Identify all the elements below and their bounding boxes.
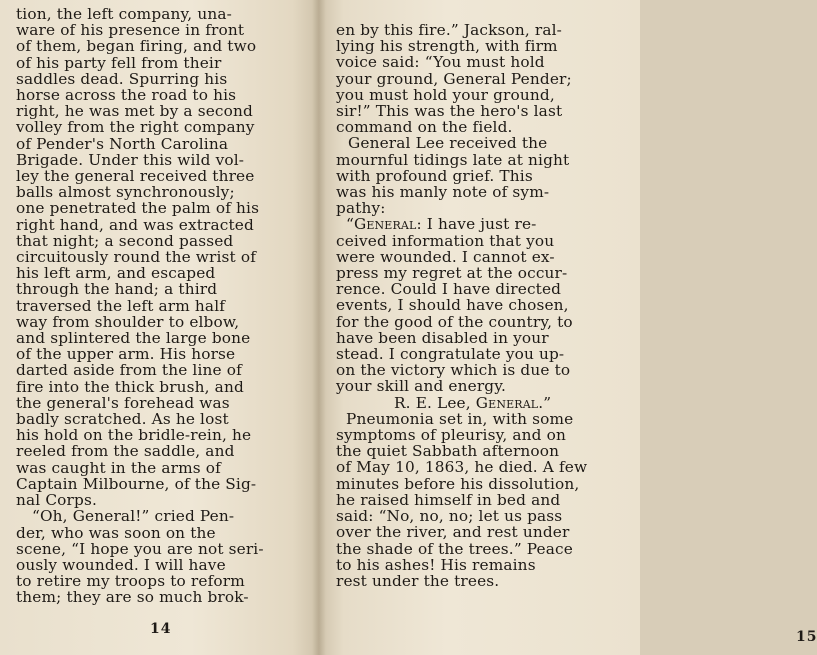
text-line: pathy: — [336, 199, 386, 218]
text-line: scene, “I hope you are not seri- — [16, 539, 264, 558]
text-line: the general's forehead was — [16, 393, 230, 412]
text-line: he raised himself in bed and — [336, 490, 561, 509]
left-page-text — [16, 6, 304, 606]
text-line: right, he was met by a second — [16, 102, 253, 121]
text-line: Brigade. Under this wild vol- — [16, 150, 245, 169]
text-line: “Oh, General!” cried Pen- — [32, 507, 235, 526]
text-line: of May 10, 1863, he died. A few — [336, 458, 588, 477]
right-page-text — [336, 22, 630, 589]
text-line: volley from the right company — [16, 118, 255, 137]
text-line: were wounded. I cannot ex- — [336, 247, 555, 266]
text-line: one penetrated the palm of his — [16, 199, 260, 218]
text-line: through the hand; a third — [16, 280, 218, 299]
text-line: your ground, General Pender; — [336, 69, 572, 88]
text-line: ously wounded. I will have — [16, 555, 226, 574]
text-line: ley the general received three — [16, 167, 255, 186]
left-page — [0, 0, 318, 655]
text-line: ceived information that you — [336, 231, 555, 250]
page-number-right: 15 — [796, 629, 817, 645]
text-line: traversed the left arm half — [16, 296, 226, 315]
text-line: with profound grief. This — [336, 166, 533, 185]
text-line: right hand, and was extracted — [16, 215, 254, 234]
text-line: saddles dead. Spurring his — [16, 69, 228, 88]
text-line: the quiet Sabbath afternoon — [336, 442, 560, 461]
text-line: tion, the left company, una- — [16, 5, 232, 23]
text-line: said: “No, no, no; let us pass — [336, 507, 563, 526]
text-line: mournful tidings late at night — [336, 150, 570, 169]
text-line: darted aside from the line of — [16, 361, 242, 380]
text-line: command on the field. — [336, 118, 513, 137]
text-line: rest under the trees. — [336, 571, 500, 590]
text-line: his left arm, and escaped — [16, 264, 216, 283]
text-line: voice said: “You must hold — [336, 53, 545, 72]
text-line: to retire my troops to reform — [16, 572, 245, 591]
right-page — [318, 0, 817, 655]
text-line: nal Corps. — [16, 491, 97, 510]
text-line: Pneumonia set in, with some — [346, 409, 574, 428]
text-line: of them, began firing, and two — [16, 37, 257, 56]
text-line: Captain Milbourne, of the Sig- — [16, 474, 257, 493]
text-line: events, I should have chosen, — [336, 296, 569, 315]
text-line: reeled from the saddle, and — [16, 442, 235, 461]
text-line: lying his strength, with firm — [336, 37, 558, 56]
text-line: fire into the thick brush, and — [16, 377, 244, 396]
text-line: sir!” This was the hero's last — [336, 102, 563, 121]
text-line: press my regret at the occur- — [336, 264, 568, 283]
text-line: you must hold your ground, — [336, 85, 555, 104]
text-line: circuitously round the wrist of — [16, 248, 257, 267]
text-line: stead. I congratulate you up- — [336, 345, 565, 364]
text-line: to his ashes! His remains — [336, 555, 536, 574]
text-line: for the good of the country, to — [336, 312, 573, 331]
text-line: General Lee received the — [348, 134, 548, 153]
text-line: that night; a second passed — [16, 231, 234, 250]
text-line: of his party fell from their — [16, 53, 222, 72]
text-line: en by this fire.” Jackson, ral- — [336, 21, 562, 39]
text-line: his hold on the bridle-rein, he — [16, 426, 252, 445]
text-line: of the upper arm. His horse — [16, 345, 236, 364]
text-line: symptoms of pleurisy, and on — [336, 426, 566, 445]
text-line: ware of his presence in front — [16, 21, 245, 40]
text-line: was his manly note of sym- — [336, 183, 550, 202]
text-line: and splintered the large bone — [16, 329, 251, 348]
text-line: way from shoulder to elbow, — [16, 312, 240, 331]
book-gutter — [312, 0, 326, 655]
text-line: balls almost synchronously; — [16, 183, 235, 202]
text-line: “General: I have just re- — [346, 215, 537, 234]
text-line: horse across the road to his — [16, 86, 237, 105]
text-line: on the victory which is due to — [336, 361, 571, 380]
text-line: of Pender's North Carolina — [16, 134, 229, 153]
text-line: was caught in the arms of — [16, 458, 221, 477]
text-line: the shade of the trees.” Peace — [336, 539, 573, 558]
text-line: badly scratched. As he lost — [16, 410, 229, 429]
text-line: have been disabled in your — [336, 328, 549, 347]
text-line: your skill and energy. — [336, 377, 506, 396]
page-number-left: 14 — [150, 621, 172, 637]
text-line: der, who was soon on the — [16, 523, 216, 542]
text-line: minutes before his dissolution, — [336, 474, 580, 493]
text-line: them; they are so much brok- — [16, 588, 249, 607]
text-line: rence. Could I have directed — [336, 280, 562, 299]
text-line: R. E. Lee, General.” — [394, 393, 552, 412]
text-line: over the river, and rest under — [336, 523, 570, 542]
